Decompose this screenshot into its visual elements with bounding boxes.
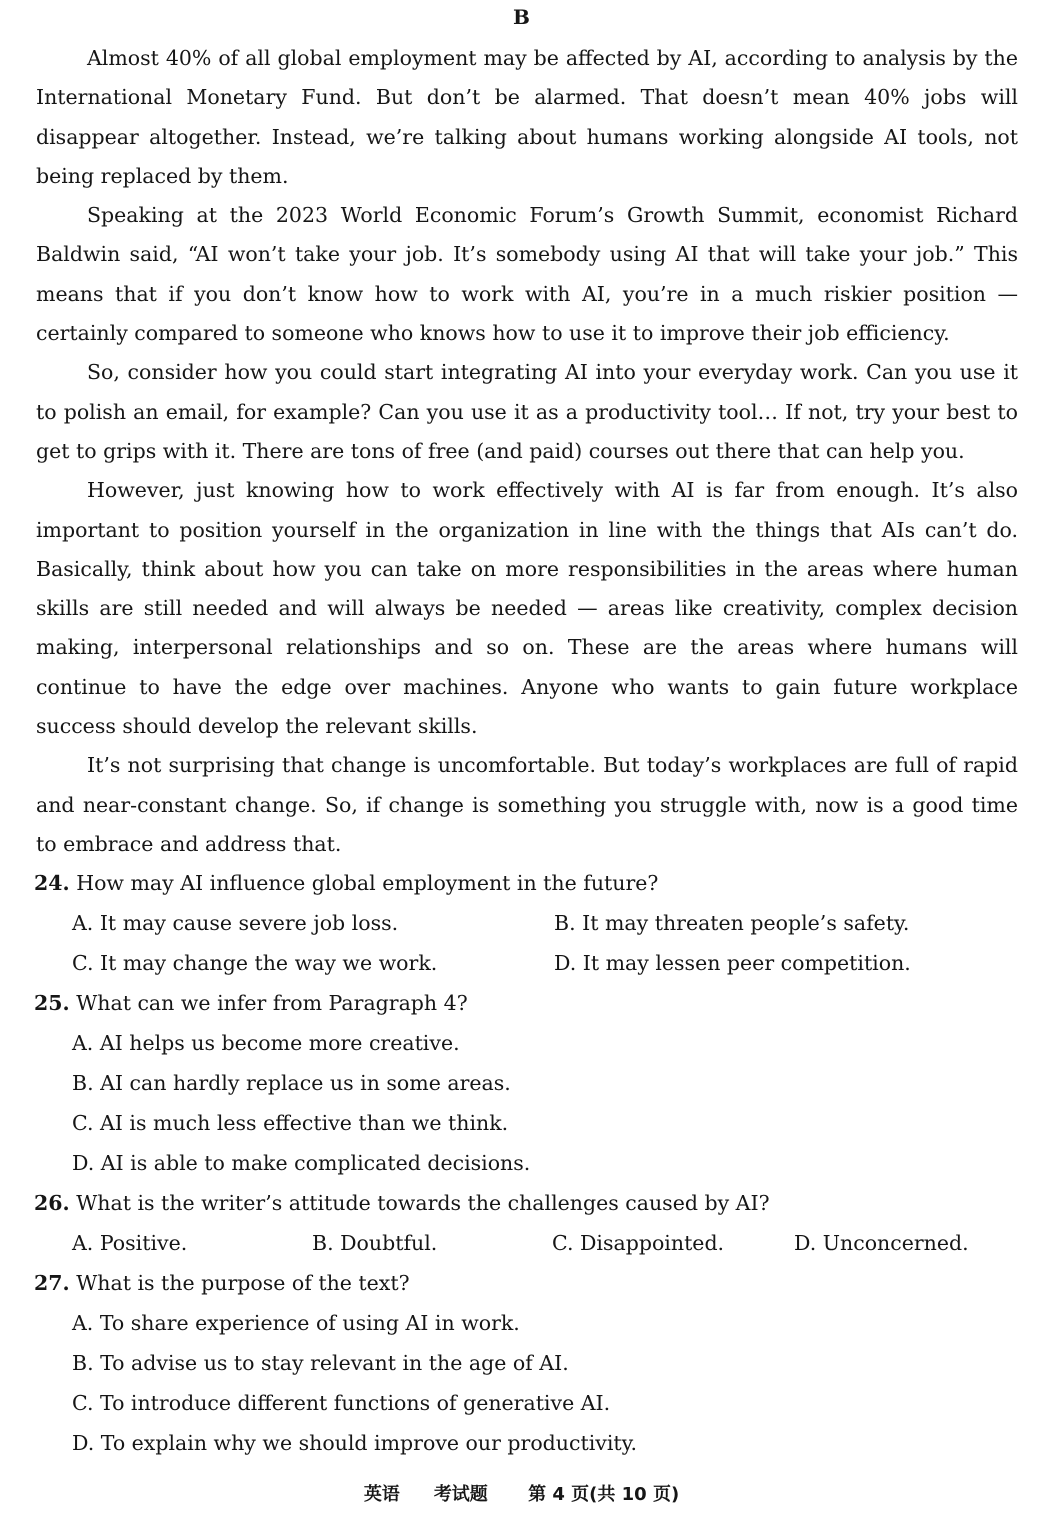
question-text: What is the purpose of the text? [76, 1271, 410, 1295]
option-a[interactable]: A. AI helps us become more creative. [72, 1031, 460, 1055]
option-b[interactable]: B. Doubtful. [312, 1231, 438, 1255]
option-c[interactable]: C. To introduce different functions of generative AI. [72, 1391, 611, 1415]
question-27 [34, 1263, 1018, 1463]
question-number: 24. [34, 871, 70, 895]
question-text: How may AI influence global employment in the future? [76, 871, 659, 895]
question-stem [34, 1263, 1018, 1303]
question-stem [34, 1183, 1018, 1223]
option-d[interactable]: D. To explain why we should improve our productivity. [72, 1431, 638, 1455]
section-label: B [513, 5, 530, 29]
question-text: What is the writer’s attitude towards the challenges caused by AI? [76, 1191, 770, 1215]
passage-paragraph-4: However, just knowing how to work effectively with AI is far from enough. It’s also important to position yourself in the organization in line with the things that AIs can’t do. Basically, think about how you can take on more responsibilities in the areas where human skills are still needed and will always be needed — areas like creativity, complex decision making, interpersonal relationships and so on. These are the areas where humans will continue to have the edge over machines. Anyone who wants to gain future workplace success should develop the relevant skills. [36, 478, 1018, 739]
option-a[interactable]: A. Positive. [72, 1231, 188, 1255]
question-number: 25. [34, 991, 70, 1015]
question-number: 27. [34, 1271, 70, 1295]
question-stem [34, 983, 1018, 1023]
question-25 [34, 983, 1018, 1183]
option-list [34, 1023, 1018, 1183]
option-c[interactable]: C. It may change the way we work. [72, 951, 438, 975]
option-d[interactable]: D. Unconcerned. [794, 1231, 969, 1255]
question-stem [34, 863, 1018, 903]
option-d[interactable]: D. It may lessen peer competition. [554, 951, 911, 975]
option-d[interactable]: D. AI is able to make complicated decisions. [72, 1151, 531, 1175]
option-c[interactable]: C. AI is much less effective than we think. [72, 1111, 509, 1135]
option-a[interactable]: A. It may cause severe job loss. [72, 911, 399, 935]
footer-subject: 英语 [363, 1484, 400, 1505]
passage-paragraph-1: Almost 40% of all global employment may be affected by AI, according to analysis by the International Monetary Fund. But don’t be alarmed. That doesn’t mean 40% jobs will disappear altogether. Instead, we’re talking about humans working alongside AI tools, not being replaced by them. [36, 46, 1018, 188]
reading-passage [36, 39, 1018, 864]
question-24 [34, 863, 1018, 983]
passage-paragraph-5: It’s not surprising that change is uncomfortable. But today’s workplaces are full of rapid and near-constant change. So, if change is something you struggle with, now is a good time to embrace and address that. [36, 753, 1018, 856]
passage-paragraph-2: Speaking at the 2023 World Economic Forum’s Growth Summit, economist Richard Baldwin said, “AI won’t take your job. It’s somebody using AI that will take your job.” This means that if you don’t know how to work with AI, you’re in a much riskier position — certainly compared to someone who knows how to use it to improve their job efficiency. [36, 203, 1018, 346]
question-number: 26. [34, 1191, 70, 1215]
option-b[interactable]: B. AI can hardly replace us in some areas. [72, 1071, 511, 1095]
question-text: What can we infer from Paragraph 4? [76, 991, 468, 1015]
question-list [34, 863, 1018, 1463]
option-a[interactable]: A. To share experience of using AI in work. [72, 1311, 520, 1335]
option-b[interactable]: B. It may threaten people’s safety. [554, 911, 910, 935]
option-list [34, 1303, 1018, 1463]
option-list [34, 1223, 1018, 1263]
option-b[interactable]: B. To advise us to stay relevant in the age of AI. [72, 1351, 569, 1375]
page-footer [0, 1481, 1043, 1509]
footer-page-number: 第 4 页(共 10 页) [528, 1484, 680, 1505]
option-list [34, 903, 1018, 983]
question-26 [34, 1183, 1018, 1263]
option-c[interactable]: C. Disappointed. [552, 1231, 725, 1255]
footer-exam-type: 考试题 [433, 1484, 488, 1505]
passage-paragraph-3: So, consider how you could start integrating AI into your everyday work. Can you use it to polish an email, for example? Can you use it as a productivity tool… If not, try your best to get to grips with it. There are tons of free (and paid) courses out there that can help you. [36, 360, 1018, 463]
